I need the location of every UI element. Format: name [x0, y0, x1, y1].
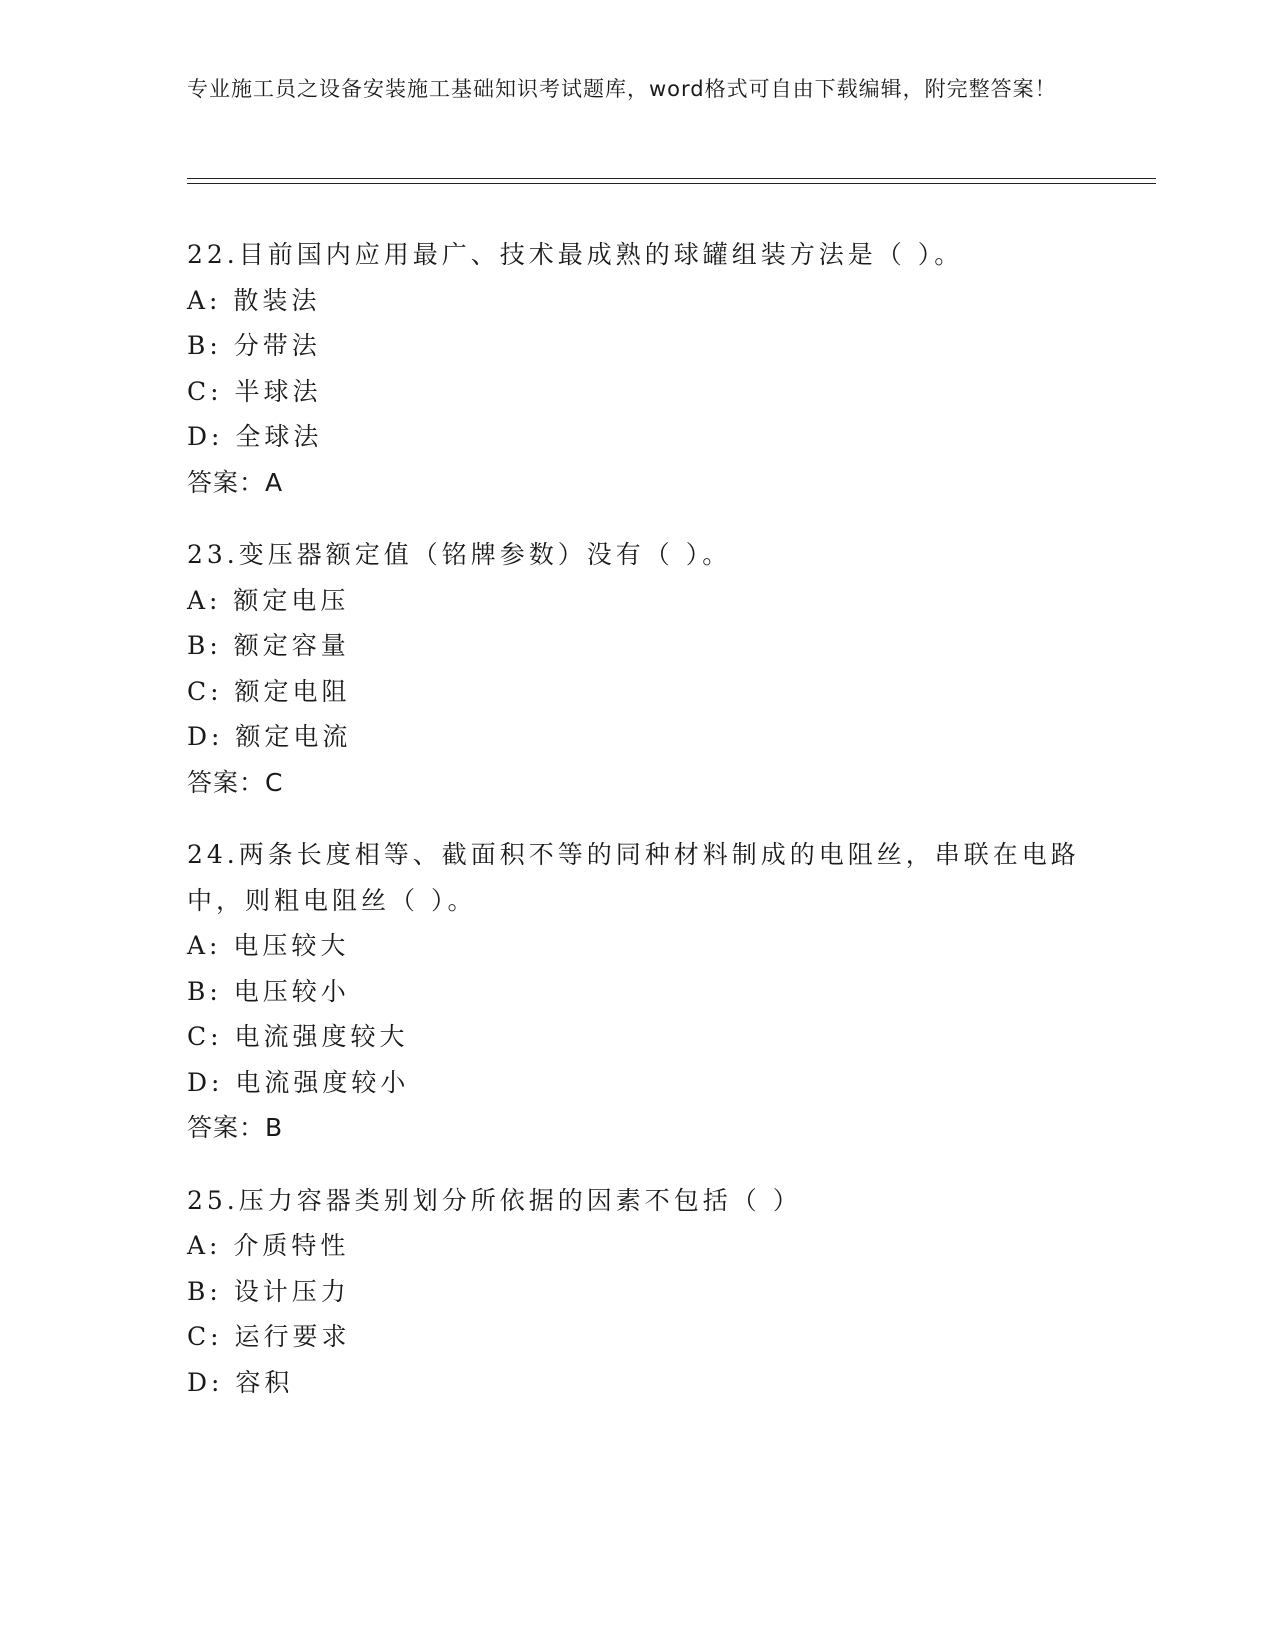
- header-divider-bottom: [187, 183, 1156, 184]
- question-stem: 22.目前国内应用最广、技术最成熟的球罐组装方法是（ ）。: [187, 240, 964, 269]
- option-c: C: 运行要求: [187, 1322, 351, 1351]
- question-23: [187, 532, 1087, 805]
- answer-text: 答案：A: [187, 467, 284, 497]
- option-b: B: 设计压力: [187, 1276, 350, 1306]
- option-a: A: 额定电压: [187, 585, 350, 615]
- option-b: B: 电压较小: [187, 976, 350, 1006]
- answer-text: 答案：B: [187, 1113, 284, 1142]
- option-b: B: 额定容量: [187, 631, 350, 660]
- option-d: D: 额定电流: [187, 722, 352, 751]
- answer-text: 答案：C: [187, 767, 284, 797]
- option-b: B: 分带法: [187, 331, 321, 360]
- question-25: [187, 1178, 1087, 1406]
- option-a: A: 散装法: [187, 285, 321, 315]
- header-divider-top: [187, 178, 1156, 179]
- option-d: D: 电流强度较小: [187, 1067, 410, 1097]
- document-header: 专业施工员之设备安装施工基础知识考试题库，word格式可自由下载编辑，附完整答案！: [187, 77, 1057, 101]
- option-c: C: 额定电阻: [187, 676, 351, 706]
- option-d: D: 全球法: [187, 422, 323, 451]
- option-a: A: 介质特性: [187, 1231, 350, 1260]
- question-stem: 23.变压器额定值（铭牌参数）没有（ ）。: [187, 540, 732, 569]
- option-a: A: 电压较大: [187, 931, 350, 960]
- option-d: D: 容积: [187, 1367, 294, 1397]
- option-c: C: 半球法: [187, 376, 322, 406]
- question-list: [187, 232, 1087, 1432]
- question-stem: 25.压力容器类别划分所依据的因素不包括（ ）: [187, 1185, 802, 1215]
- question-22: [187, 232, 1087, 505]
- question-24: [187, 832, 1087, 1151]
- question-stem: 24.两条长度相等、截面积不等的同种材料制成的电阻丝，串联在电路中，则粗电阻丝（ ）。: [187, 840, 1080, 915]
- option-c: C: 电流强度较大: [187, 1022, 409, 1051]
